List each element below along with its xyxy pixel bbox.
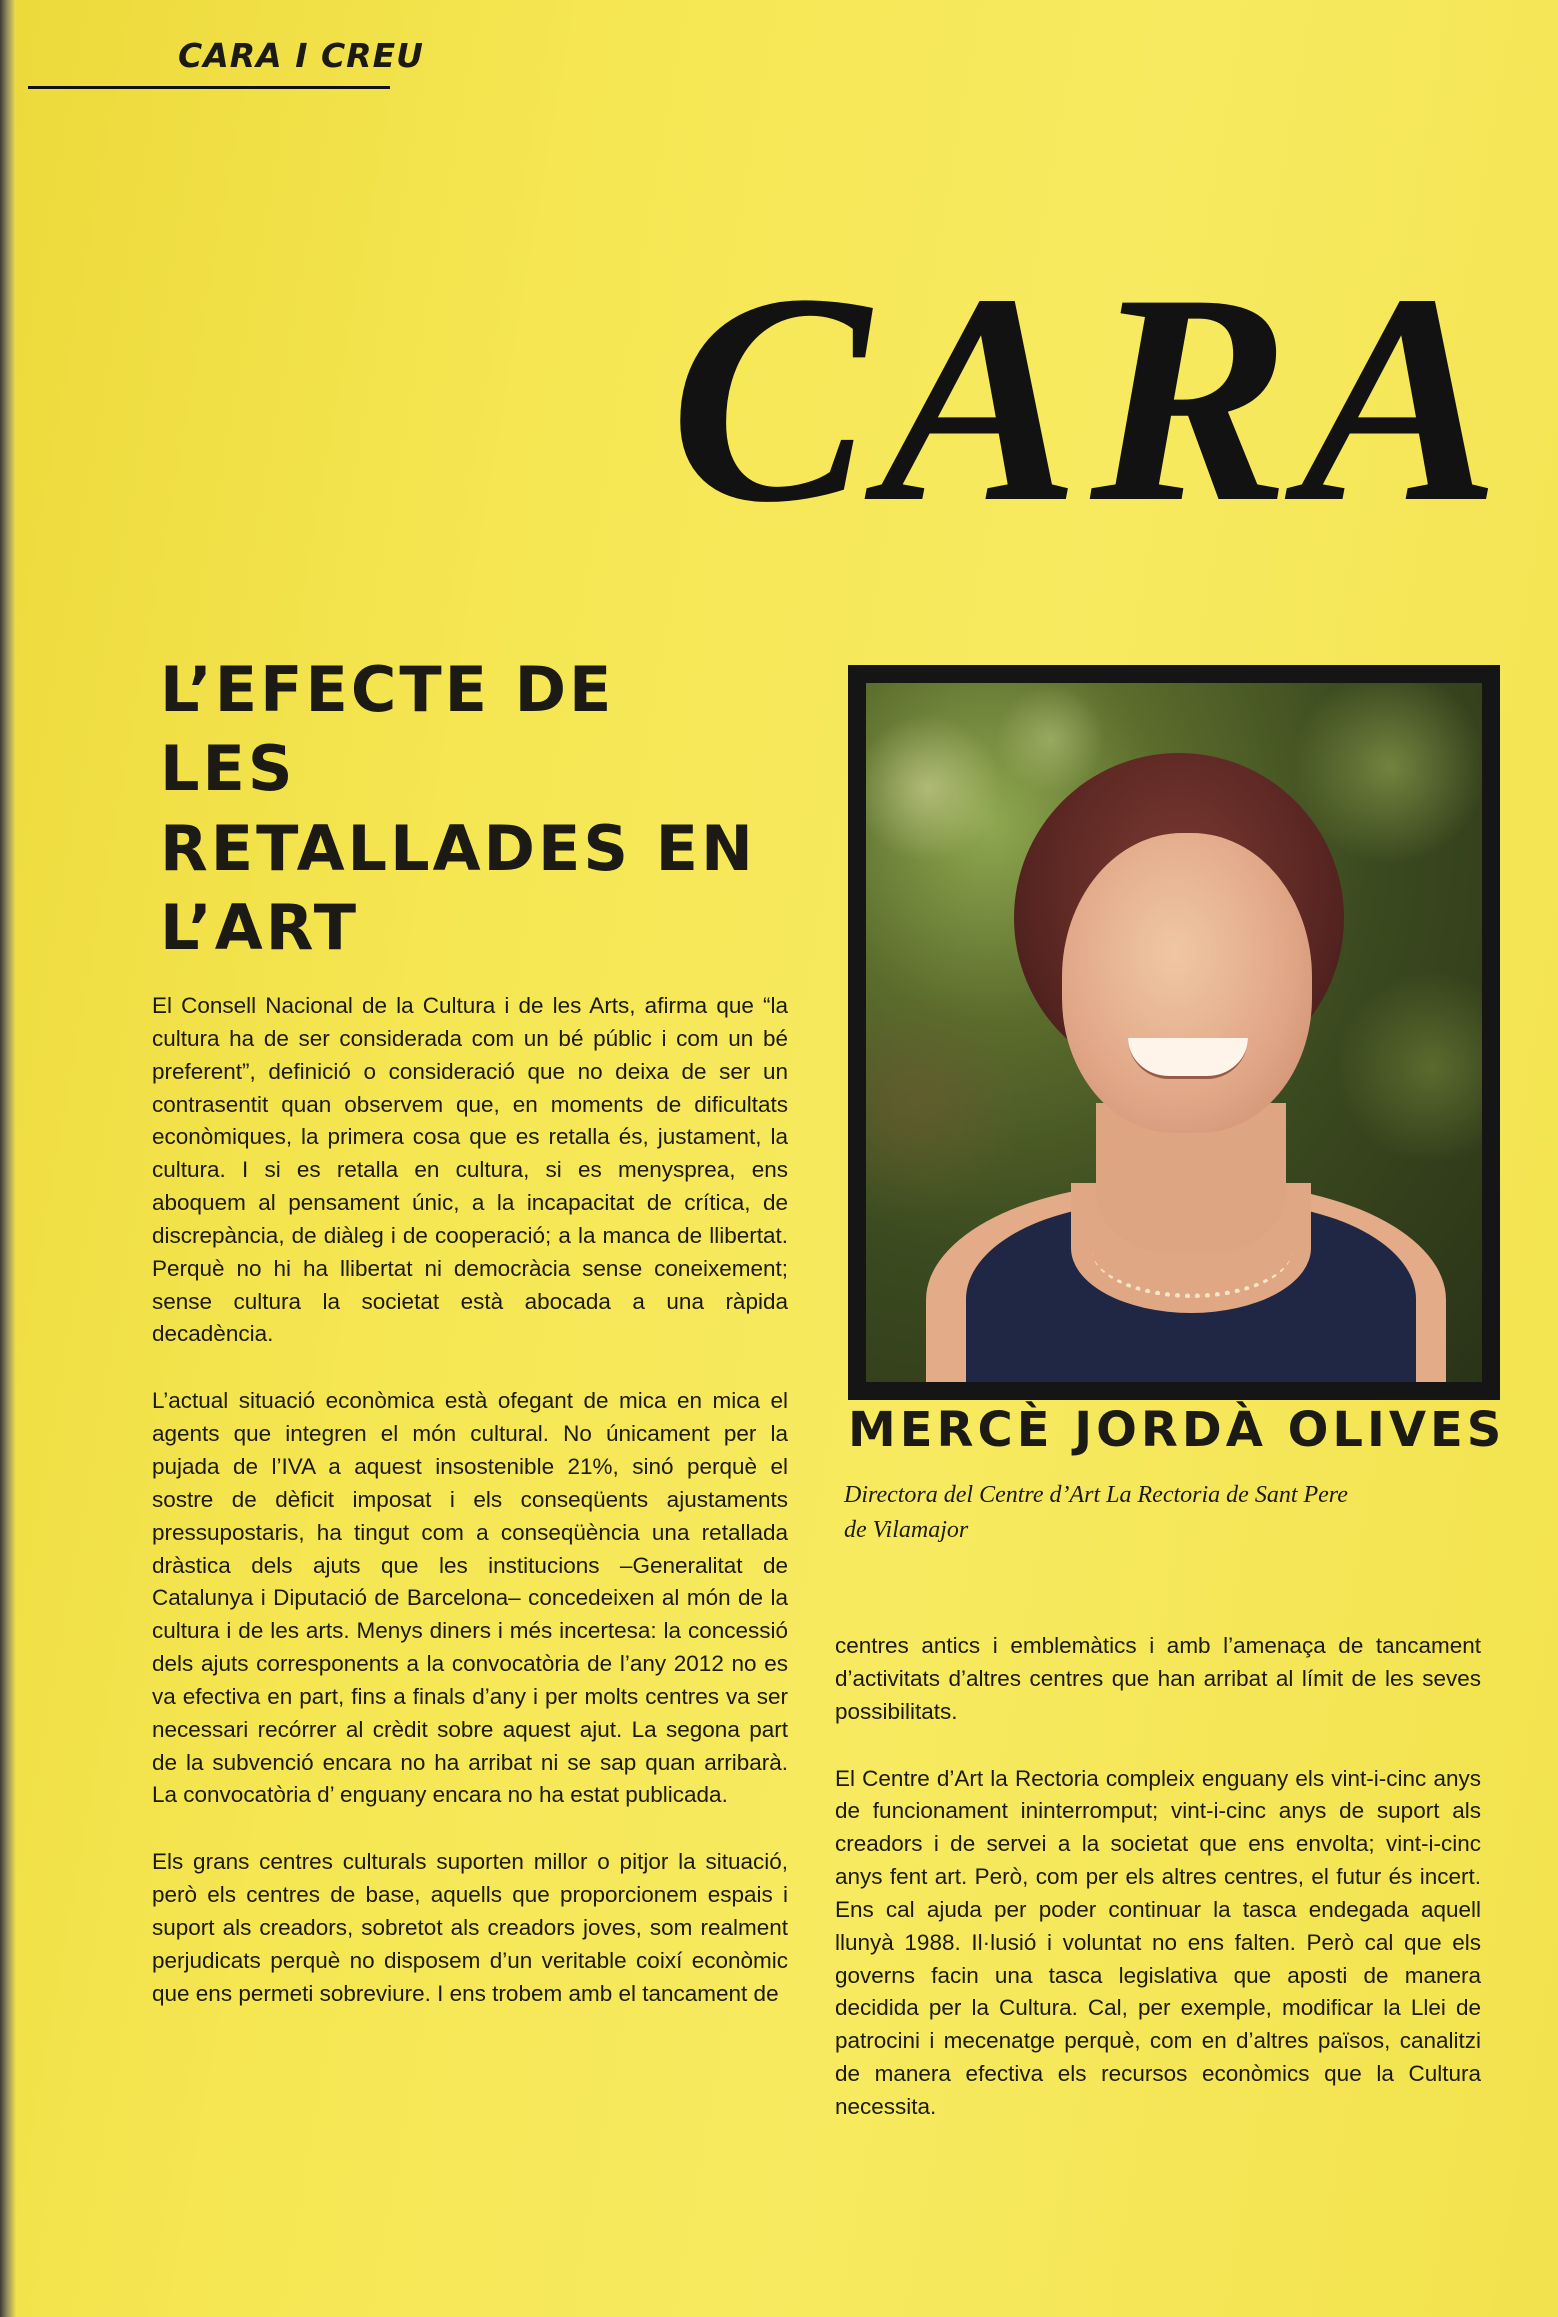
article-column-left — [152, 990, 788, 2044]
photo-face — [1062, 833, 1312, 1133]
author-role: Directora del Centre d’Art La Rectoria de Sant Pere de Vilamajor — [844, 1482, 1348, 1543]
feature-word: CARA — [670, 232, 1511, 564]
section-label: CARA I CREU — [178, 36, 424, 75]
article-paragraph: L’actual situació econòmica està ofegant de mica en mica el agents que integren el món cultural. No únicament per la pujada de l’IVA a aquest insostenible 21%, sinó perquè el sostre de dèficit imposat i els conseqüents ajustaments pressupostaris, ha tingut com a conseqüència una retallada dràstica dels ajuts que les institucions –Generalitat de Catalunya i Diputació de Barcelona– concedeixen al món de la cultura i de les arts. Menys diners i més incertesa: la concessió dels ajuts corresponents a la convocatòria de l’any 2012 no es va efectiva en part, fins a finals d’any i per molts centres va ser necessari recórrer al crèdit sobre aquest ajut. La segona part de la subvenció encara no ha arribat ni se sap quan arribarà. La convocatòria d’ enguany encara no ha estat publicada. — [152, 1388, 788, 1808]
article-headline: L’EFECTE DE LES RETALLADES EN L’ART — [160, 653, 756, 965]
section-rule — [28, 86, 390, 89]
page-spine — [0, 0, 16, 2317]
article-paragraph: El Centre d’Art la Rectoria compleix enguany els vint-i-cinc anys de funcionament ininterromput; vint-i-cinc anys de suport als creadors i de servei a la societat que ens envolta; vint-i-cinc anys fent art. Però, com per els altres centres, el futur és incert. Ens cal ajuda per poder continuar la tasca endegada aquell llunyà 1988. Il·lusió i voluntat no ens falten. Però cal que els governs facin una tasca legislativa que aposti de manera decidida per la Cultura. Cal, per exemple, modificar la Llei de patrocini i mecenatge perquè, com en d’altres països, canalitzi de manera efectiva els recursos econòmics que la Cultura necessita. — [835, 1765, 1481, 2119]
article-column-right — [835, 1630, 1481, 2158]
article-paragraph: centres antics i emblemàtics i amb l’amenaça de tancament d’activitats d’altres centres que han arribat al límit de les seves possibilitats. — [835, 1633, 1481, 1724]
article-paragraph: El Consell Nacional de la Cultura i de les Arts, afirma que “la cultura ha de ser considerada com un bé públic i com un bé preferent”, definició o consideració que no deixa de ser un contrasentit quan observem que, en moments de dificultats econòmiques, la primera cosa que es retalla és, justament, la cultura. I si es retalla en cultura, si es menysprea, ens aboquem al pensament únic, a la incapacitat de crítica, de discrepància, de diàleg i de cooperació; a la manca de llibertat. Perquè no hi ha llibertat ni democràcia sense coneixement; sense cultura la societat està abocada a una ràpida decadència. — [152, 993, 788, 1347]
article-paragraph: Els grans centres culturals suporten millor o pitjor la situació, però els centres de base, aquells que proporcionem espais i suport als creadors, sobretot als creadors joves, som realment perjudicats perquè no disposem d’un veritable coixí econòmic que ens permeti sobreviure. I ens trobem amb el tancament de — [152, 1849, 788, 2006]
author-photo-frame — [848, 665, 1500, 1400]
author-photo — [866, 683, 1482, 1382]
author-name: MERCÈ JORDÀ OLIVES — [848, 1402, 1506, 1458]
